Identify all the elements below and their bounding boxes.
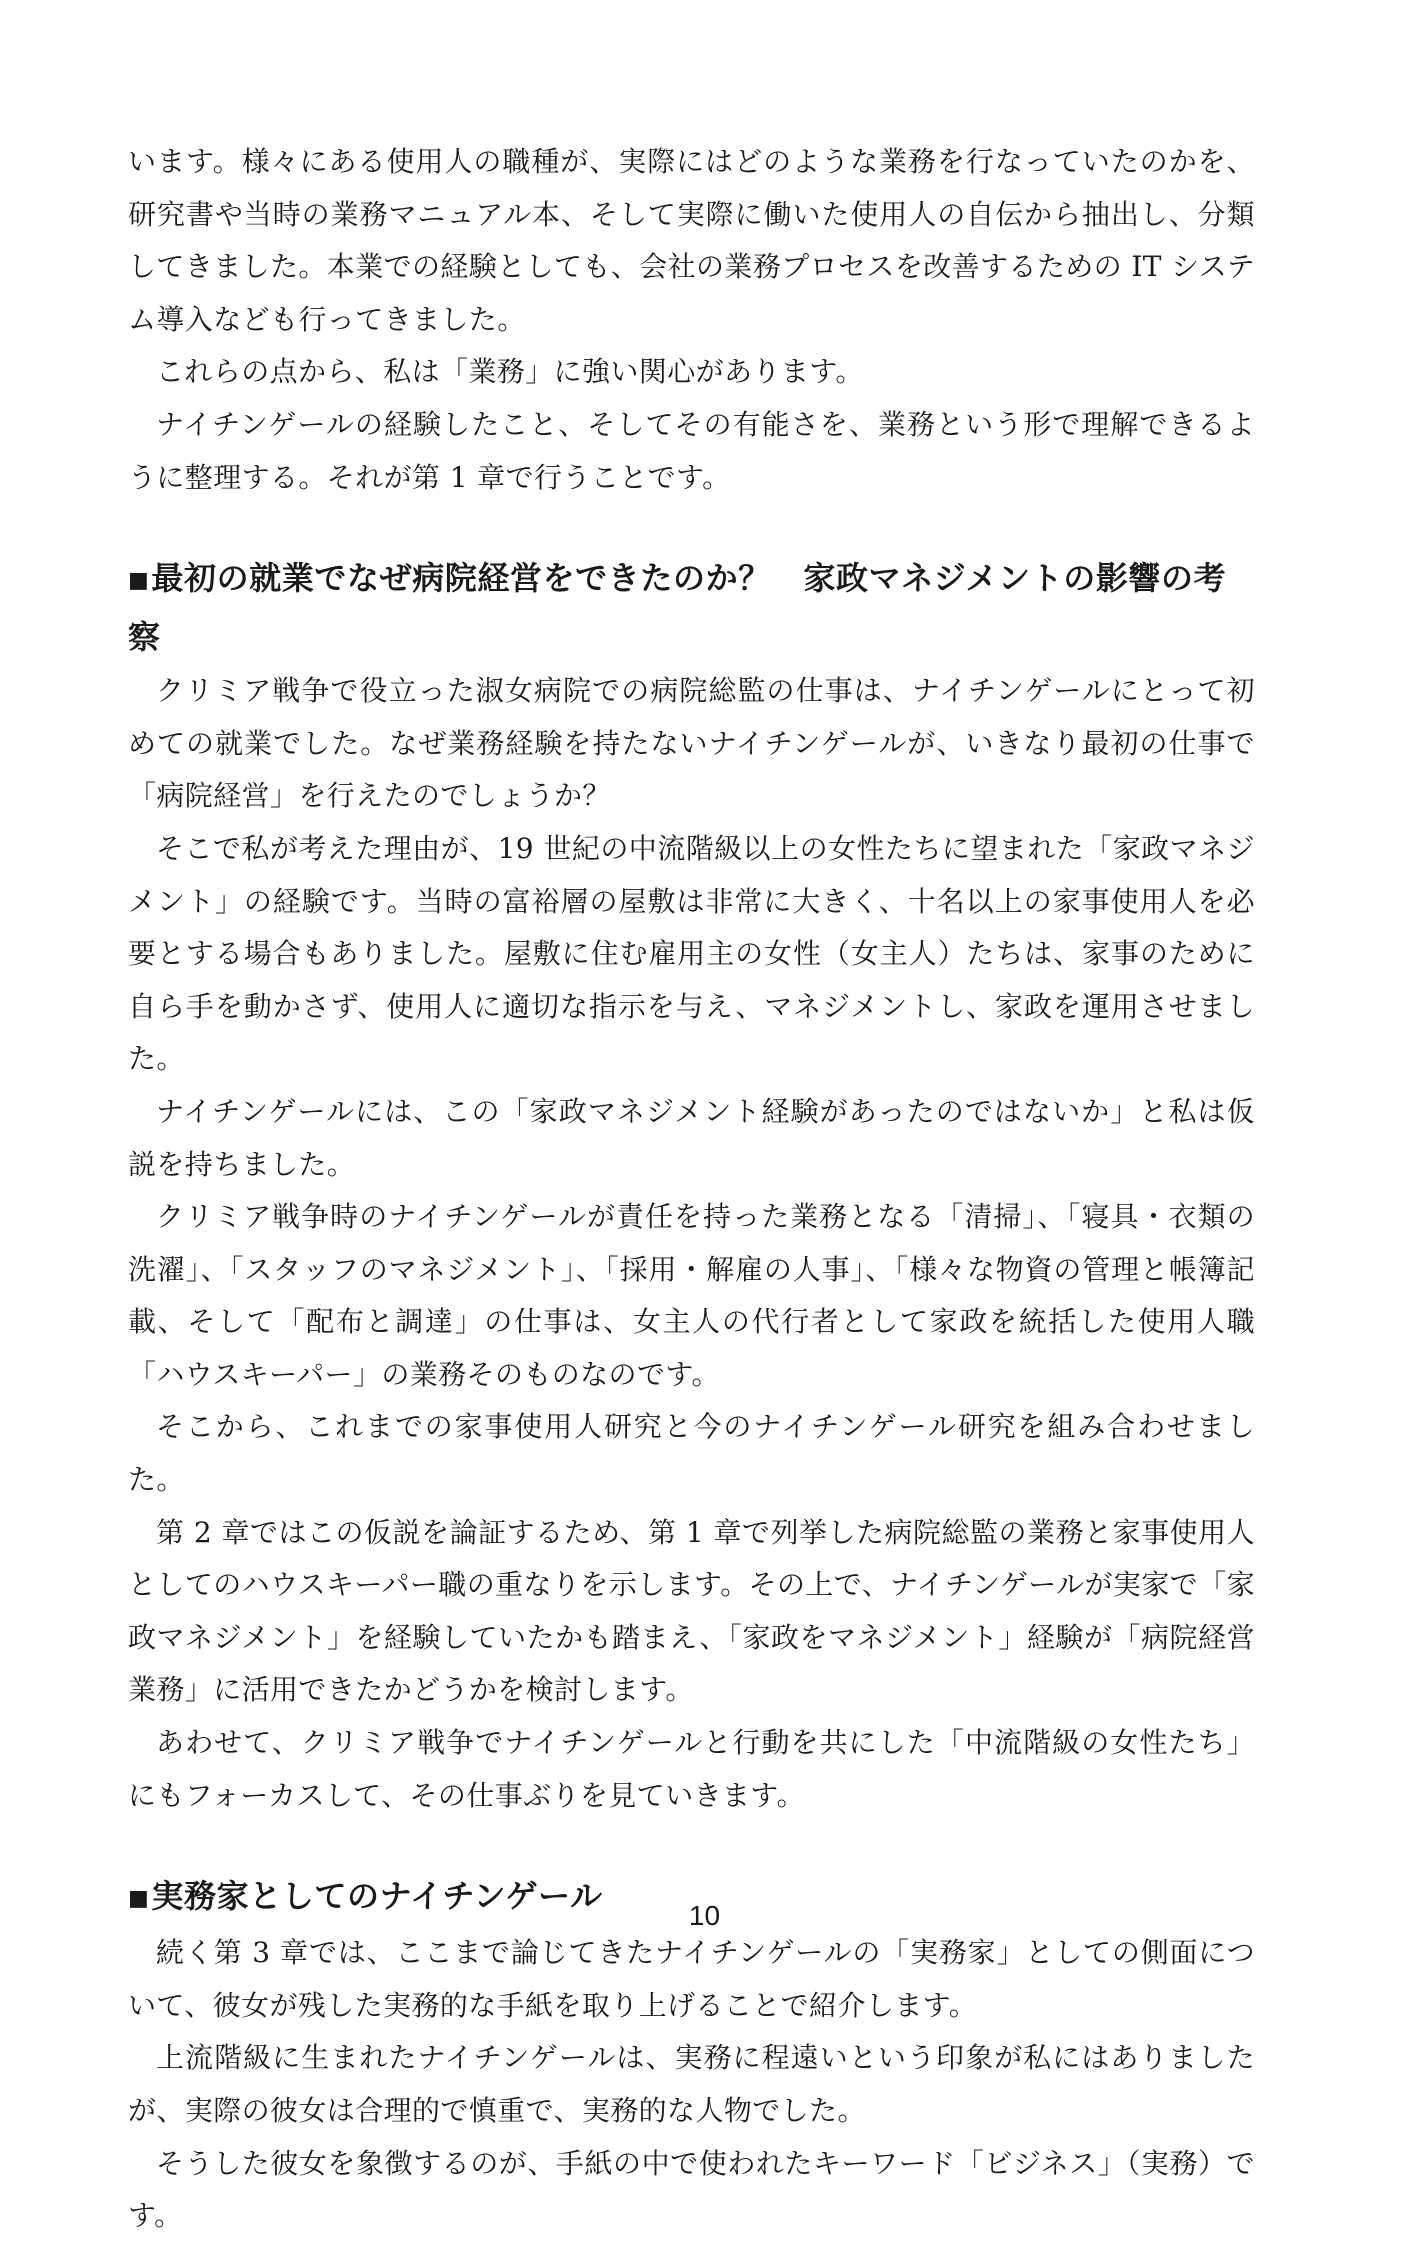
paragraph: そこで私が考えた理由が、19 世紀の中流階級以上の女性たちに望まれた「家政マネジメント」の経験です。当時の富裕層の屋敷は非常に大きく、十名以上の家事使用人を必要とする場合もありました。屋敷に住む雇用主の女性（女主人）たちは、家事のために自ら手を動かさず、使用人に適切な指示を与え、マネジメントし、家政を運用させました。 xyxy=(128,831,1255,1076)
section-heading xyxy=(128,550,1255,665)
paragraph: 続く第 3 章では、ここまで論じてきたナイチンゲールの「実務家」としての側面について、彼女が残した実務的な手紙を取り上げることで紹介します。 xyxy=(128,1936,1255,2022)
square-bullet-icon: ■ xyxy=(128,1886,150,1912)
square-bullet-icon: ■ xyxy=(128,568,150,594)
paragraph: ナイチンゲールには、この「家政マネジメント経験があったのではないか」と私は仮説を持ちました。 xyxy=(128,1094,1255,1181)
page-number: 10 xyxy=(688,1900,721,1931)
paragraph: そこから、これまでの家事使用人研究と今のナイチンゲール研究を組み合わせました。 xyxy=(128,1410,1255,1497)
spacer xyxy=(128,504,1255,550)
paragraph: ナイチンゲールの経験したこと、そしてその有能さを、業務という形で理解できるように整理する。それが第 1 章で行うことです。 xyxy=(128,407,1255,494)
paragraph: クリミア戦争で役立った淑女病院での病院総監の仕事は、ナイチンゲールにとって初めての就業でした。なぜ業務経験を持たないナイチンゲールが、いきなり最初の仕事で「病院経営」を行えたのでしょうか？ xyxy=(128,674,1255,813)
section-household-management xyxy=(128,550,1255,1822)
paragraph: あわせて、クリミア戦争でナイチンゲールと行動を共にした「中流階級の女性たち」にもフォーカスして、その仕事ぶりを見ていきます。 xyxy=(128,1726,1255,1812)
paragraph: います。様々にある使用人の職種が、実際にはどのような業務を行なっていたのかを、研究書や当時の業務マニュアル本、そして実際に働いた使用人の自伝から抽出し、分類してきました。本業での経験としても、会社の業務プロセスを改善するための IT システム導入なども行ってきました。 xyxy=(128,145,1255,336)
section-heading-text: 最初の就業でなぜ病院経営をできたのか？ 家政マネジメントの影響の考察 xyxy=(128,559,1227,657)
paragraph: 第 2 章ではこの仮説を論証するため、第 1 章で列挙した病院総監の業務と家事使用人としてのハウスキーパー職の重なりを示します。その上で、ナイチンゲールが実家で「家政マネジメント」を経験していたかも踏まえ、「家政をマネジメント」経験が「病院経営業務」に活用できたかどうかを検討します。 xyxy=(128,1515,1255,1707)
section-heading-text: 実務家としてのナイチンゲール xyxy=(151,1877,603,1916)
spacer xyxy=(128,1822,1255,1868)
paragraph: これらの点から、私は「業務」に強い関心があります。 xyxy=(156,355,864,389)
intro-block xyxy=(128,136,1255,504)
paragraph: そうした彼女を象徴するのが、手紙の中で使われたキーワード「ビジネス」（実務）です。 xyxy=(128,2146,1255,2233)
paragraph: 上流階級に生まれたナイチンゲールは、実務に程遠いという印象が私にはありましたが、実際の彼女は合理的で慎重で、実務的な人物でした。 xyxy=(128,2041,1255,2127)
paragraph: クリミア戦争時のナイチンゲールが責任を持った業務となる「清掃」、「寝具・衣類の洗濯」、「スタッフのマネジメント」、「採用・解雇の人事」、「様々な物資の管理と帳簿記載、そして「配布と調達」の仕事は、女主人の代行者として家政を統括した使用人職「ハウスキーパー」の業務そのものなのです。 xyxy=(128,1200,1255,1391)
